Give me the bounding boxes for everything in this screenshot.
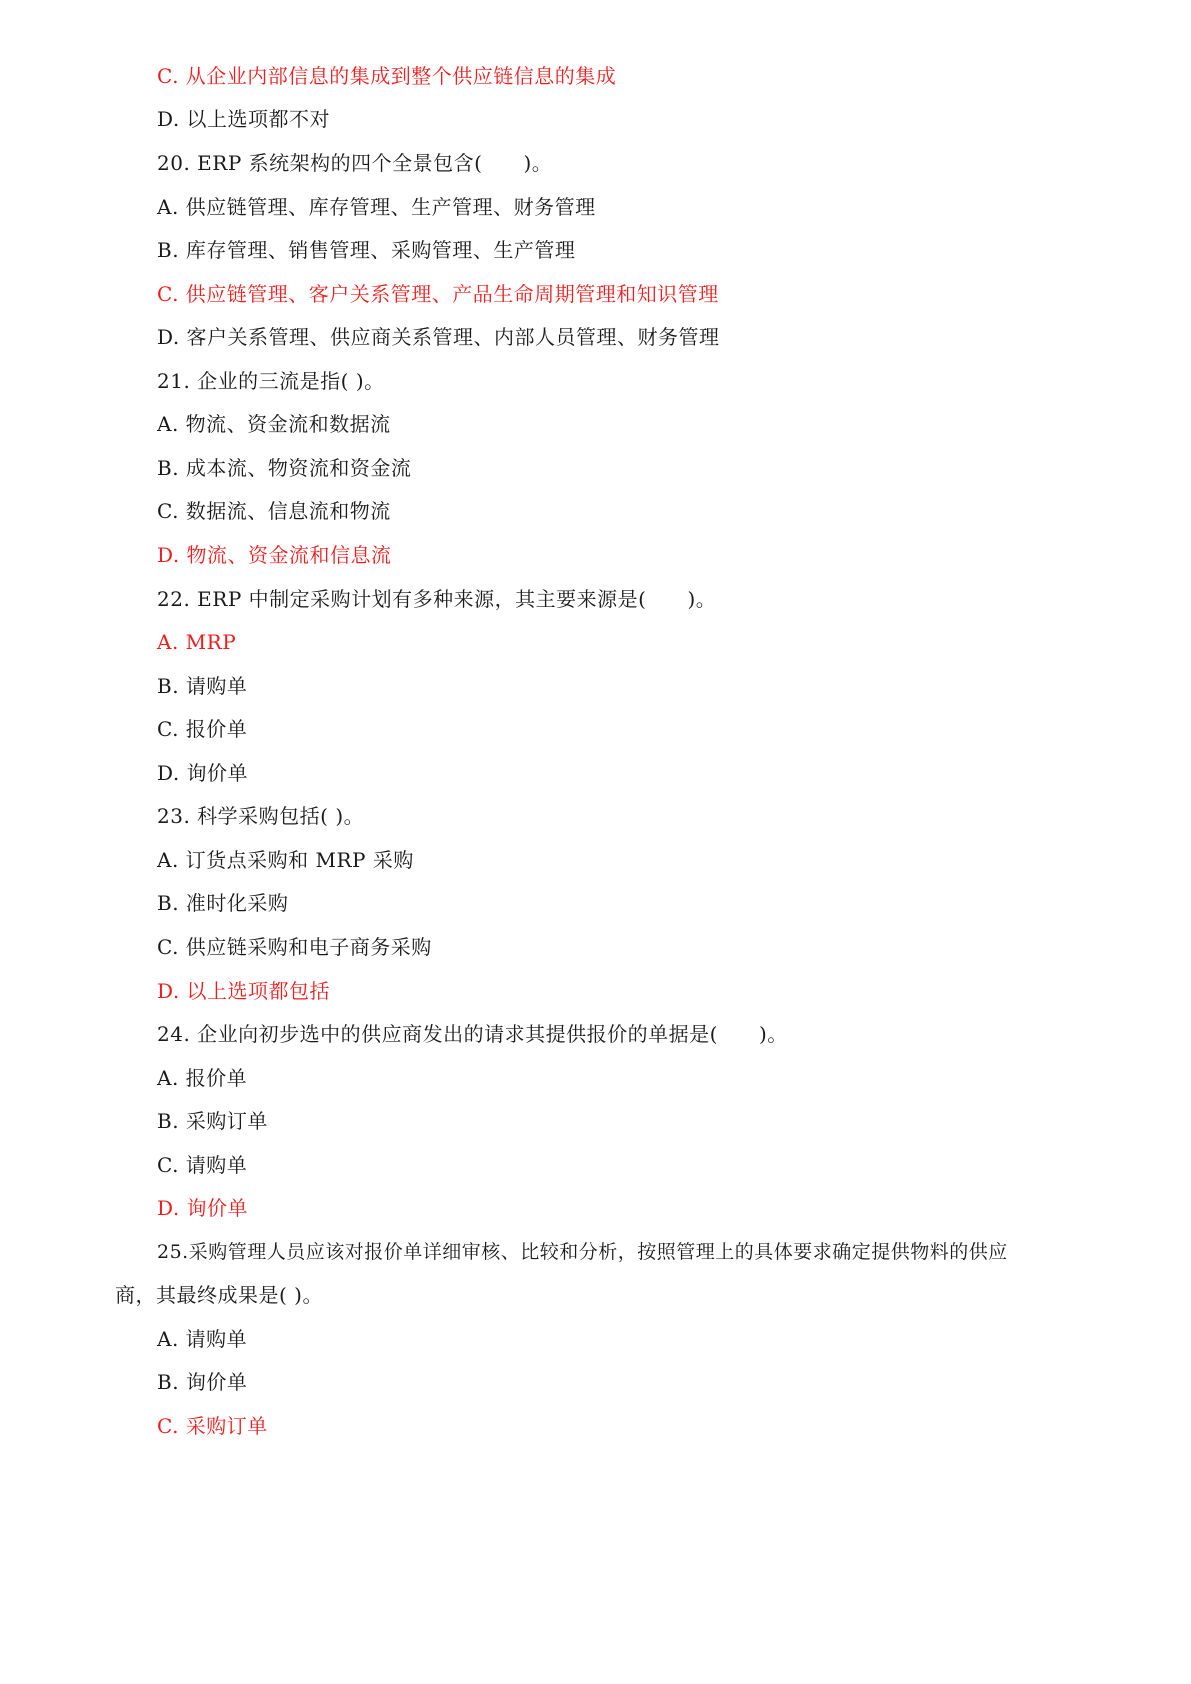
option-line: D. 以上选项都包括: [157, 979, 331, 1003]
option-line: B. 采购订单: [157, 1109, 268, 1133]
option-line: C. 从企业内部信息的集成到整个供应链信息的集成: [157, 64, 617, 88]
option-line: B. 请购单: [157, 674, 248, 698]
question-line: 24. 企业向初步选中的供应商发出的请求其提供报价的单据是( )。: [157, 1022, 788, 1046]
option-line: A. 供应链管理、库存管理、生产管理、财务管理: [157, 195, 596, 219]
option-line: D. 以上选项都不对: [157, 107, 331, 131]
option-line: A. 报价单: [157, 1066, 248, 1090]
question-line: 21. 企业的三流是指( )。: [157, 369, 385, 393]
option-line: A. 订货点采购和 MRP 采购: [157, 848, 414, 872]
option-line: C. 供应链管理、客户关系管理、产品生命周期管理和知识管理: [157, 282, 719, 306]
option-line: C. 采购订单: [157, 1414, 268, 1438]
option-line: D. 物流、资金流和信息流: [157, 543, 392, 567]
question-line: 22. ERP 中制定采购计划有多种来源，其主要来源是( )。: [157, 587, 717, 611]
question-line: 20. ERP 系统架构的四个全景包含( )。: [157, 151, 553, 175]
question-line: 25.采购管理人员应该对报价单详细审核、比较和分析，按照管理上的具体要求确定提供物料的供应: [157, 1241, 1008, 1263]
option-line: C. 请购单: [157, 1153, 248, 1177]
option-line: C. 报价单: [157, 717, 248, 741]
question-line: 23. 科学采购包括( )。: [157, 804, 365, 828]
option-line: B. 库存管理、销售管理、采购管理、生产管理: [157, 238, 576, 262]
option-line: B. 成本流、物资流和资金流: [157, 456, 412, 480]
option-line: A. MRP: [157, 630, 237, 654]
option-line: B. 询价单: [157, 1370, 248, 1394]
question-line-continuation: 商，其最终成果是( )。: [115, 1283, 323, 1307]
option-line: D. 询价单: [157, 761, 249, 785]
option-line: D. 客户关系管理、供应商关系管理、内部人员管理、财务管理: [157, 325, 720, 349]
option-line: C. 供应链采购和电子商务采购: [157, 935, 432, 959]
option-line: A. 请购单: [157, 1327, 248, 1351]
option-line: D. 询价单: [157, 1196, 249, 1220]
option-line: C. 数据流、信息流和物流: [157, 499, 391, 523]
option-line: B. 准时化采购: [157, 891, 289, 915]
option-line: A. 物流、资金流和数据流: [157, 412, 391, 436]
